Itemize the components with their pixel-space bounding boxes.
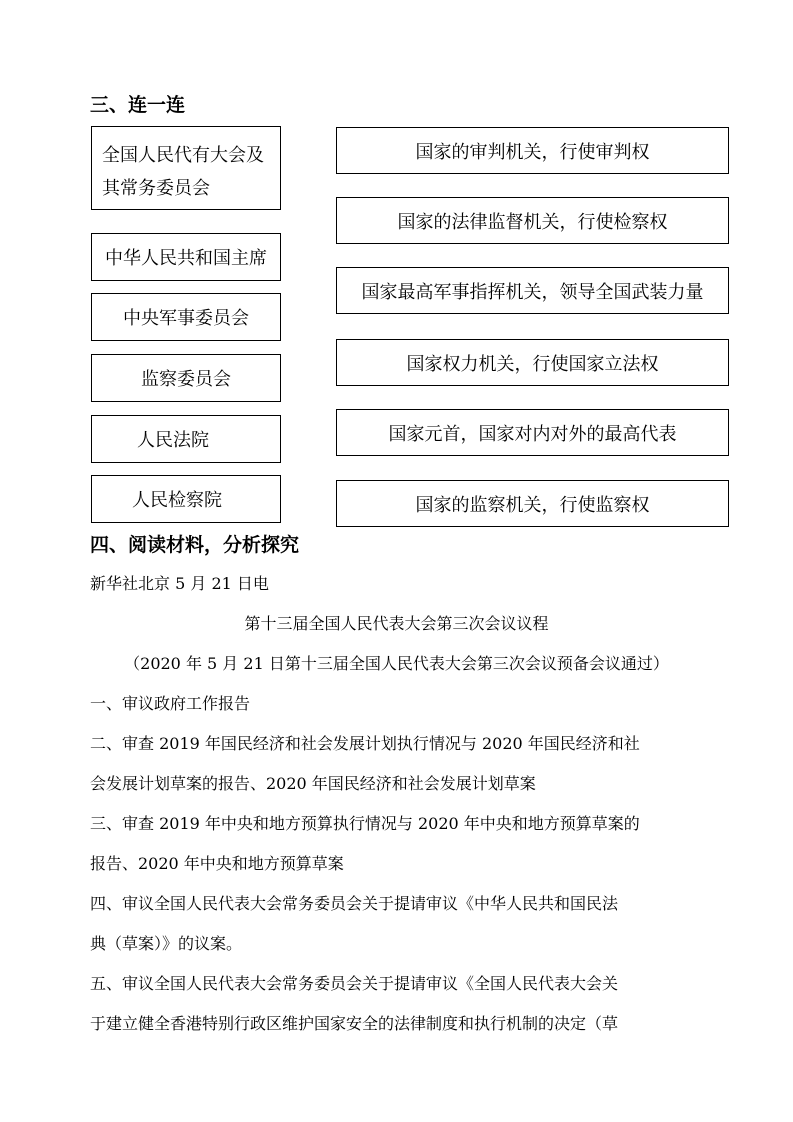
dateline: 新华社北京 5 月 21 日电 — [90, 574, 269, 593]
left-box-label: 中央军事委员会 — [123, 308, 249, 329]
agenda-item-3-line-1: 三、审查 2019 年中央和地方预算执行情况与 2020 年中央和地方预算草案的 — [90, 814, 640, 833]
right-box-supervision — [336, 480, 729, 527]
left-box-label: 人民法院 — [137, 430, 209, 451]
agenda-item-4-line-1: 四、审议全国人民代表大会常务委员会关于提请审议《中华人民共和国民法 — [90, 894, 619, 913]
right-box-label: 国家的监察机关，行使监察权 — [415, 494, 650, 516]
left-box-court — [91, 415, 281, 463]
document-subtitle: （2020 年 5 月 21 日第十三届全国人民代表大会第三次会议预备会议通过） — [124, 654, 669, 673]
agenda-item-1: 一、审议政府工作报告 — [90, 694, 251, 713]
document-title: 第十三届全国人民代表大会第三次会议议程 — [244, 614, 549, 633]
left-box-label: 监察委员会 — [141, 369, 231, 390]
right-box-label: 国家的审判机关，行使审判权 — [415, 141, 650, 163]
left-box-supervisory-commission — [91, 354, 281, 402]
right-box-judicial — [336, 127, 729, 174]
section3-heading: 三、连一连 — [90, 94, 186, 116]
right-box-legislative — [336, 339, 729, 386]
agenda-item-2-line-2: 会发展计划草案的报告、2020 年国民经济和社会发展计划草案 — [90, 774, 536, 793]
right-box-label: 国家权力机关，行使国家立法权 — [406, 353, 659, 375]
right-box-military-command — [336, 267, 729, 314]
right-box-legal-supervision — [336, 197, 729, 244]
left-box-military-commission — [91, 293, 281, 341]
agenda-item-5-line-2: 于建立健全香港特别行政区维护国家安全的法律制度和执行机制的决定（草 — [90, 1014, 619, 1033]
left-box-procuratorate — [91, 475, 281, 523]
section4-heading: 四、阅读材料，分析探究 — [90, 534, 300, 556]
right-box-head-of-state — [336, 409, 729, 456]
left-box-label: 中华人民共和国主席 — [105, 248, 267, 269]
left-box-label: 人民检察院 — [132, 490, 222, 511]
right-box-label: 国家元首，国家对内对外的最高代表 — [388, 423, 677, 445]
agenda-item-3-line-2: 报告、2020 年中央和地方预算草案 — [90, 854, 344, 873]
right-box-label: 国家最高军事指挥机关，领导全国武装力量 — [361, 281, 704, 303]
left-box-president — [91, 233, 281, 281]
left-box-npc — [91, 126, 281, 210]
left-box-label: 全国人民代有大会及其常务委员会 — [102, 145, 264, 199]
agenda-item-2-line-1: 二、审查 2019 年国民经济和社会发展计划执行情况与 2020 年国民经济和社 — [90, 734, 640, 753]
agenda-item-4-line-2: 典（草案）》的议案。 — [90, 934, 243, 953]
agenda-item-5-line-1: 五、审议全国人民代表大会常务委员会关于提请审议《全国人民代表大会关 — [90, 974, 619, 993]
right-box-label: 国家的法律监督机关，行使检察权 — [397, 211, 668, 233]
